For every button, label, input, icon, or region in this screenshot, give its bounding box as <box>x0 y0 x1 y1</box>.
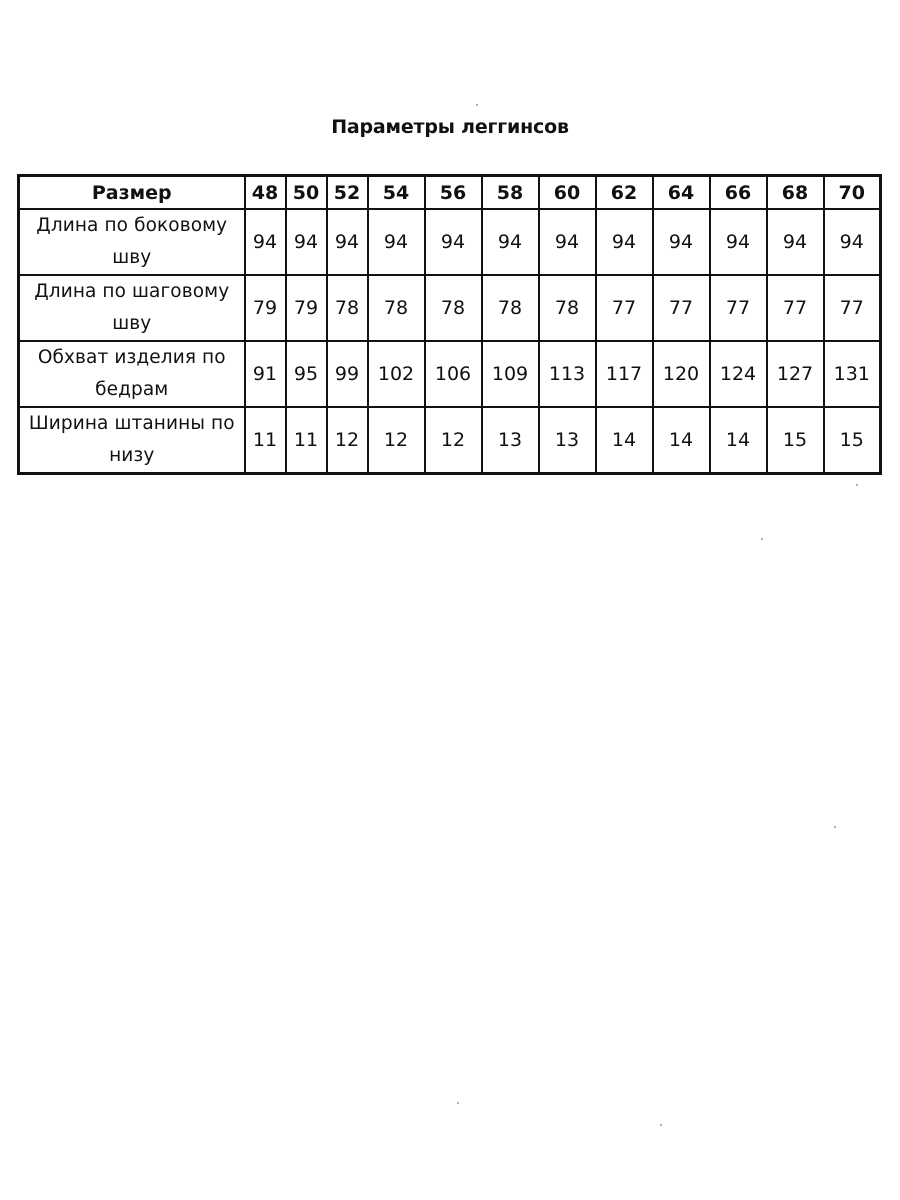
table-cell: 94 <box>368 209 425 275</box>
table-cell: 11 <box>286 407 327 474</box>
table-cell: 94 <box>425 209 482 275</box>
table-row <box>19 407 881 474</box>
table-cell: 14 <box>710 407 767 474</box>
table-cell: 120 <box>653 341 710 407</box>
table-cell: 14 <box>596 407 653 474</box>
table-cell: 99 <box>327 341 368 407</box>
table-cell: 77 <box>596 275 653 341</box>
row-label: Ширина штанины по низу <box>19 407 245 474</box>
table-cell: 78 <box>368 275 425 341</box>
table-cell: 131 <box>824 341 881 407</box>
size-header: 64 <box>653 176 710 210</box>
table-cell: 94 <box>710 209 767 275</box>
table-cell: 77 <box>653 275 710 341</box>
scan-speck <box>476 104 478 106</box>
scan-speck <box>834 826 836 828</box>
header-row <box>19 176 881 210</box>
table-cell: 12 <box>425 407 482 474</box>
table-cell: 14 <box>653 407 710 474</box>
table-cell: 95 <box>286 341 327 407</box>
size-header: 54 <box>368 176 425 210</box>
size-header: 56 <box>425 176 482 210</box>
table-cell: 13 <box>482 407 539 474</box>
table-cell: 78 <box>539 275 596 341</box>
table-cell: 94 <box>539 209 596 275</box>
table-cell: 77 <box>710 275 767 341</box>
table-cell: 78 <box>482 275 539 341</box>
row-label: Обхват изделия по бедрам <box>19 341 245 407</box>
table-cell: 94 <box>824 209 881 275</box>
table-cell: 12 <box>368 407 425 474</box>
page-title: Параметры леггинсов <box>331 116 569 138</box>
table-cell: 94 <box>767 209 824 275</box>
scan-speck <box>457 1102 459 1104</box>
size-header: 70 <box>824 176 881 210</box>
table-cell: 13 <box>539 407 596 474</box>
scan-speck <box>761 538 763 540</box>
size-header: 48 <box>245 176 286 210</box>
table-cell: 94 <box>245 209 286 275</box>
size-header: 50 <box>286 176 327 210</box>
scan-speck <box>660 1124 662 1126</box>
size-header: 62 <box>596 176 653 210</box>
size-table <box>17 174 882 475</box>
table-cell: 109 <box>482 341 539 407</box>
size-header: 66 <box>710 176 767 210</box>
table-cell: 77 <box>767 275 824 341</box>
table-row <box>19 209 881 275</box>
table-cell: 94 <box>327 209 368 275</box>
table-cell: 113 <box>539 341 596 407</box>
table-cell: 12 <box>327 407 368 474</box>
row-label: Длина по шаговому шву <box>19 275 245 341</box>
table-cell: 94 <box>482 209 539 275</box>
table-cell: 79 <box>245 275 286 341</box>
size-header: 58 <box>482 176 539 210</box>
table-cell: 91 <box>245 341 286 407</box>
table-cell: 94 <box>653 209 710 275</box>
header-label: Размер <box>19 176 245 210</box>
table-cell: 11 <box>245 407 286 474</box>
table-cell: 94 <box>596 209 653 275</box>
size-header: 68 <box>767 176 824 210</box>
table-cell: 117 <box>596 341 653 407</box>
table-cell: 106 <box>425 341 482 407</box>
table-cell: 94 <box>286 209 327 275</box>
table-cell: 78 <box>327 275 368 341</box>
table-cell: 15 <box>767 407 824 474</box>
scan-speck <box>856 484 858 486</box>
row-label: Длина по боковому шву <box>19 209 245 275</box>
table-cell: 124 <box>710 341 767 407</box>
table-cell: 79 <box>286 275 327 341</box>
table-cell: 78 <box>425 275 482 341</box>
table-cell: 102 <box>368 341 425 407</box>
table-cell: 15 <box>824 407 881 474</box>
table-cell: 127 <box>767 341 824 407</box>
size-header: 60 <box>539 176 596 210</box>
table-row <box>19 341 881 407</box>
table-row <box>19 275 881 341</box>
table-cell: 77 <box>824 275 881 341</box>
size-header: 52 <box>327 176 368 210</box>
